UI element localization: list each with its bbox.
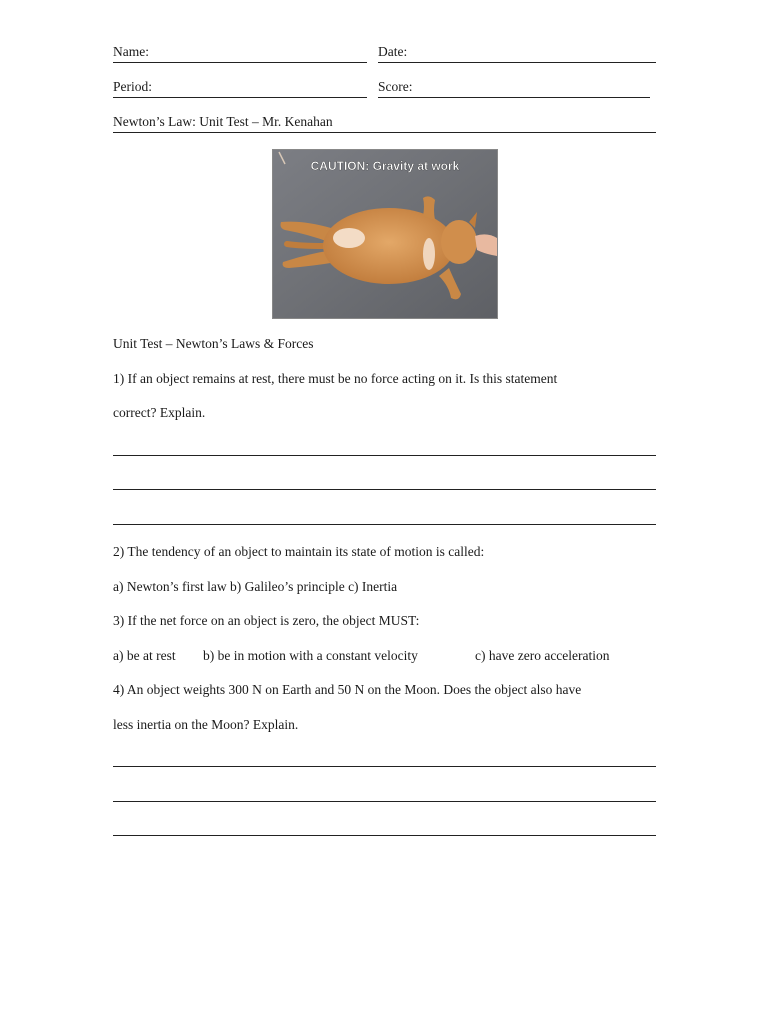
question-3-option-a: a) be at rest [113,648,176,663]
cat-front-paw-up [423,196,435,220]
date-field[interactable] [378,42,656,63]
period-label: Period: [113,79,152,94]
question-3: 3) If the net force on an object is zero, the object MUST: [113,613,420,628]
question-2: 2) The tendency of an object to maintain its state of motion is called: [113,544,485,559]
answer-line-q4-1[interactable] [113,766,656,767]
answer-line-q1-1[interactable] [113,455,656,456]
name-field[interactable] [113,42,367,63]
answer-line-q4-2[interactable] [113,801,656,802]
period-score-row [113,77,656,97]
cat-photo-illustration [273,150,497,318]
period-field[interactable] [113,77,367,98]
answer-line-q1-2[interactable] [113,489,656,490]
course-title-line [113,112,656,133]
cat-photo [272,149,498,319]
answer-line-q1-3[interactable] [113,524,656,525]
cat-chest-patch [423,238,435,270]
cat-tail [287,244,323,246]
answer-line-q4-3[interactable] [113,835,656,836]
cat-head [441,220,477,264]
test-title: Unit Test – Newton’s Laws & Forces [113,336,314,351]
question-1-line-2: correct? Explain. [113,405,206,420]
cat-belly-patch [333,228,365,248]
question-3-option-b: b) be in motion with a constant velocity [203,648,418,663]
date-label: Date: [378,44,408,59]
course-title: Newton’s Law: Unit Test – Mr. Kenahan [113,114,333,129]
question-4-line-1: 4) An object weights 300 N on Earth and 50 N on the Moon. Does the object also have [113,682,582,697]
score-field[interactable] [378,77,650,98]
score-label: Score: [378,79,413,94]
question-3-option-c: c) have zero acceleration [475,648,610,663]
photo-caption: CAUTION: Gravity at work [310,159,460,173]
question-2-options: a) Newton’s first law b) Galileo’s principle c) Inertia [113,579,398,594]
name-date-row [113,42,656,62]
name-label: Name: [113,44,149,59]
question-4-line-2: less inertia on the Moon? Explain. [113,717,299,732]
question-1-line-1: 1) If an object remains at rest, there must be no force acting on it. Is this statement [113,371,558,386]
